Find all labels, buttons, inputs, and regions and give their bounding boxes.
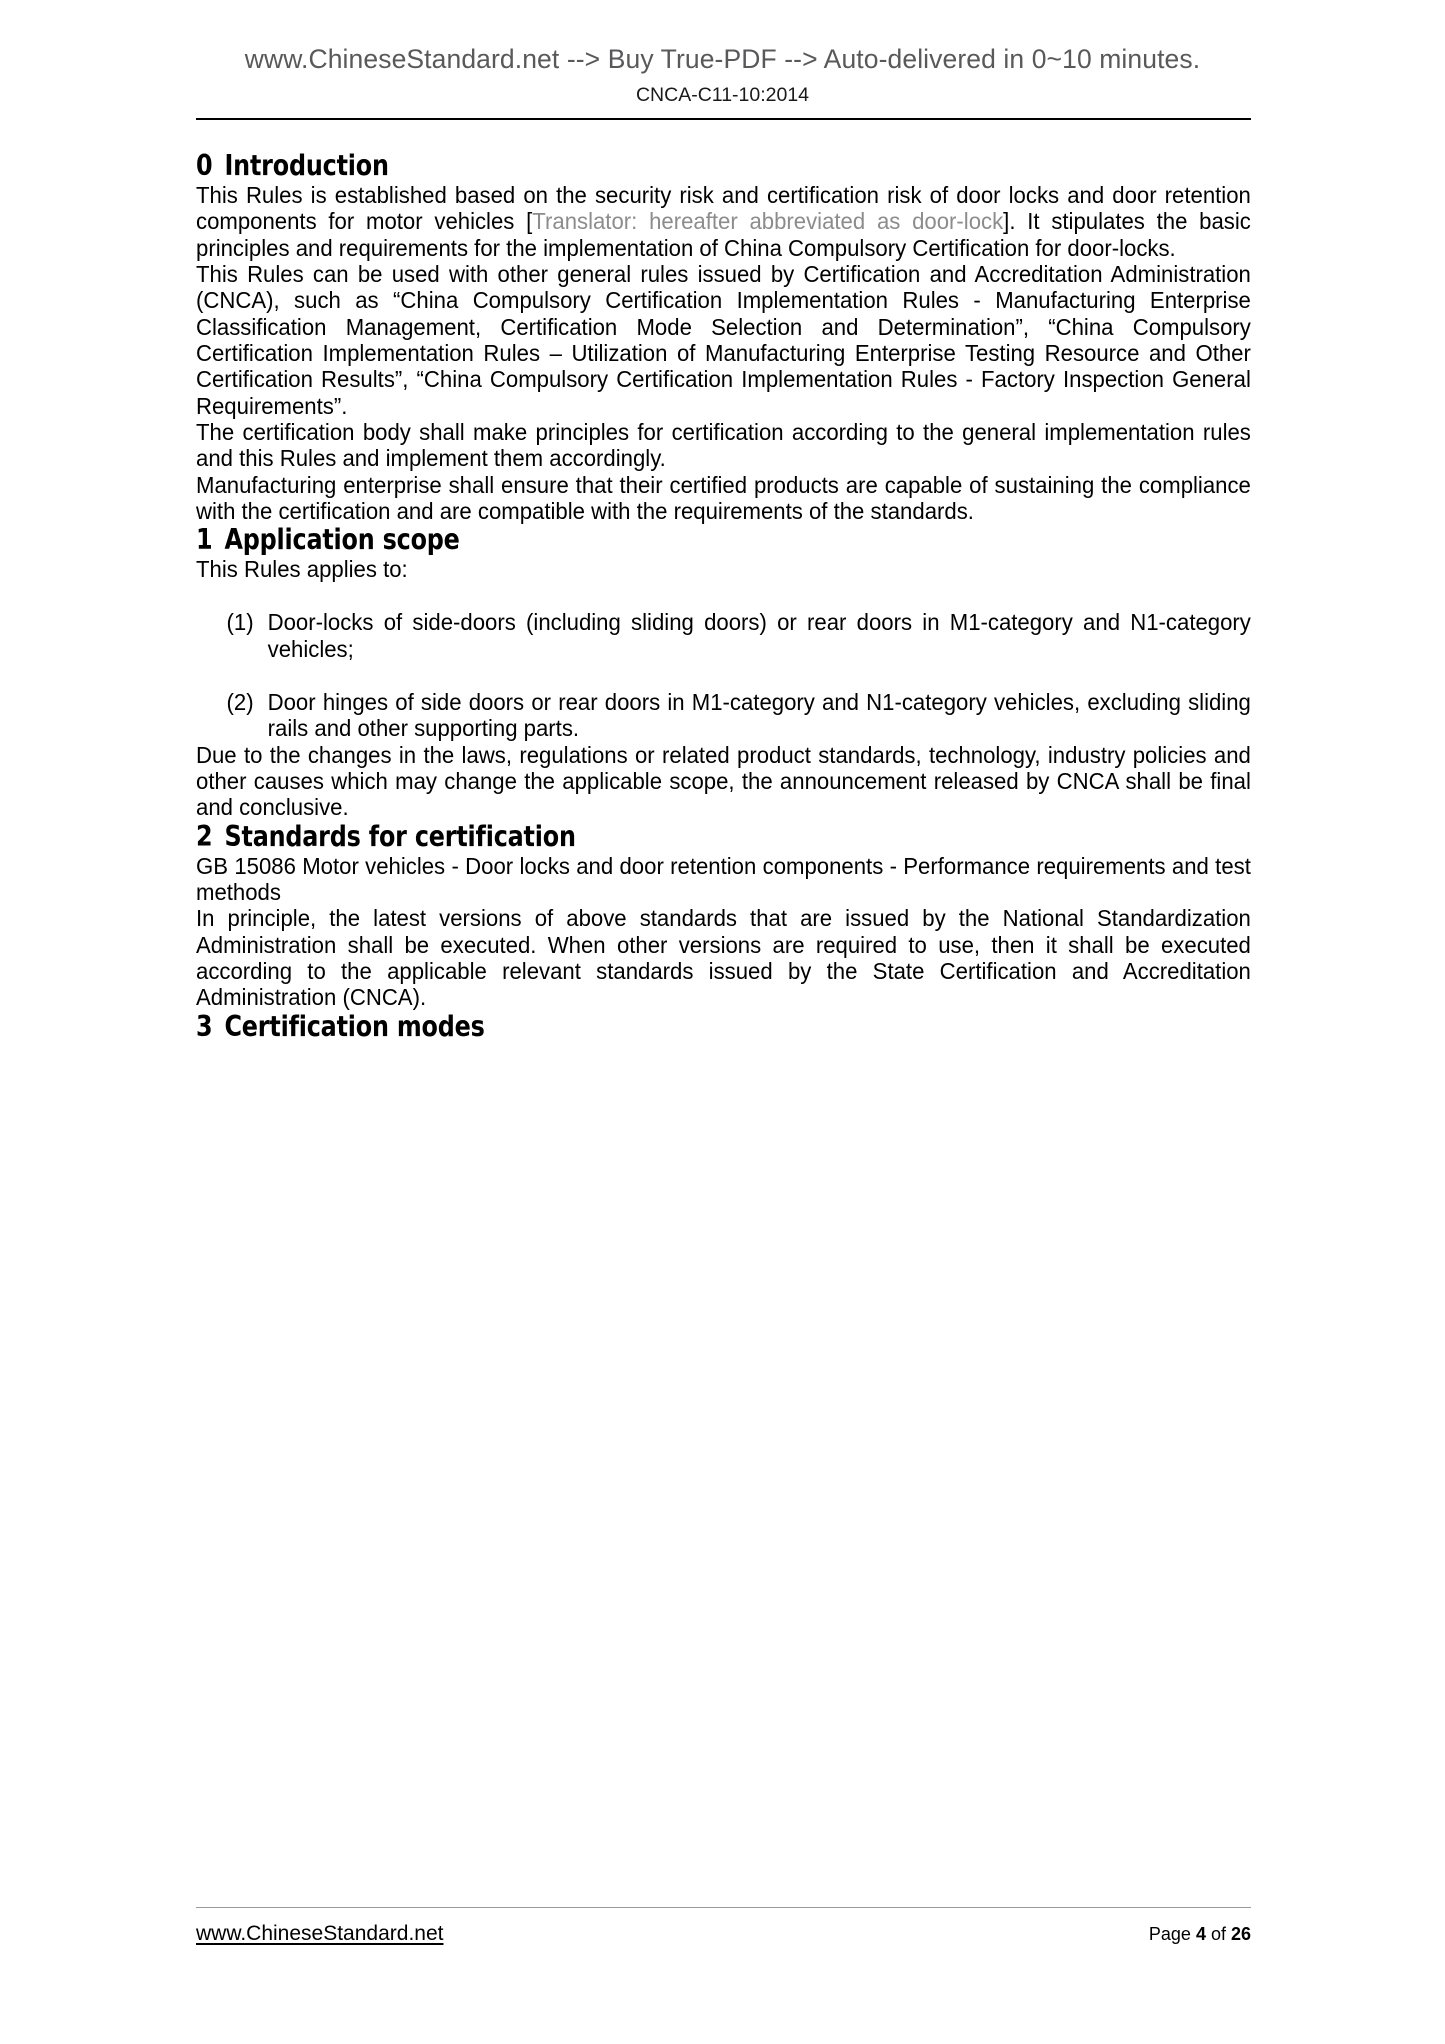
heading-title: Application scope — [224, 523, 460, 557]
footer-divider — [196, 1907, 1251, 1908]
footer-site-link[interactable]: www.ChineseStandard.net — [196, 1922, 444, 1945]
application-scope-list — [196, 609, 1251, 741]
heading-certification-modes — [196, 1011, 1177, 1043]
heading-title: Standards for certification — [224, 819, 576, 853]
paragraph-intro-3: The certification body shall make principles for certification according to the general implementation rules and this Rules and implement them accordingly. — [196, 418, 1251, 472]
header-divider — [196, 118, 1251, 120]
heading-number: 1 — [196, 523, 213, 557]
heading-application-scope — [196, 524, 1177, 556]
run-translator-note: Translator: hereafter abbreviated as door-lock — [532, 208, 1004, 235]
paragraph-scope-after: Due to the changes in the laws, regulations or related product standards, technology, industry policies and other causes which may change the applicable scope, the announcement released by CNCA shall be final and conclusive. — [196, 741, 1251, 821]
heading-title: Introduction — [224, 149, 389, 182]
paragraph-intro-2: This Rules can be used with other general rules issued by Certification and Accreditation Administration (CNCA), such as “China Compulsory Certification Implementation Rules - Manufacturing Enterprise Classification Management, Certification Mode Selection and Determination”, “China Compulsory Certification Implementation Rules – Utilization of Manufacturing Enterprise Testing Resource and Other Certification Results”, “China Compulsory Certification Implementation Rules - Factory Inspection General Requirements”. — [196, 260, 1251, 419]
list-item-text: Door-locks of side-doors (including sliding doors) or rear doors in M1-category and N1-category vehicles; — [267, 609, 1251, 662]
header-promo-line: www.ChineseStandard.net --> Buy True-PDF --> Auto-delivered in 0~10 minutes. — [244, 44, 1201, 74]
paragraph-scope-intro: This Rules applies to: — [196, 556, 408, 583]
list-item-marker: (2) — [226, 689, 254, 716]
run-text: ]. It stipulates the basic principles and requirements for the implementation of China Compulsory Certification for door-locks. — [196, 208, 1251, 261]
heading-title: Certification modes — [224, 1009, 485, 1043]
list-item — [196, 689, 1251, 742]
list-item — [196, 609, 1251, 662]
list-item-text: Door hinges of side doors or rear doors in M1-category and N1-category vehicles, excluding sliding rails and other supporting parts. — [267, 689, 1251, 742]
paragraph-standard-versions: In principle, the latest versions of above standards that are issued by the National Standardization Administration shall be executed. When other versions are required to use, then it shall be executed according to the applicable relevant standards issued by the State Certification and Accreditation Administration (CNCA). — [196, 905, 1251, 1011]
heading-number: 3 — [196, 1009, 213, 1043]
footer-page-current: 4 — [1195, 1924, 1206, 1944]
heading-number: 2 — [196, 819, 213, 853]
paragraph-intro-1 — [196, 182, 1251, 261]
header-document-code: CNCA-C11-10:2014 — [635, 84, 810, 106]
footer-page-number — [1149, 1924, 1251, 1945]
list-item-marker: (1) — [226, 609, 254, 636]
page-header — [0, 0, 1445, 107]
heading-standards-for-certification — [196, 821, 1177, 853]
paragraph-intro-4: Manufacturing enterprise shall ensure that their certified products are capable of sustaining the compliance with the certification and are compatible with the requirements of the standards. — [196, 471, 1251, 524]
page-footer — [196, 1922, 1251, 1946]
paragraph-standard-gb15086: GB 15086 Motor vehicles - Door locks and door retention components - Performance requirements and test methods — [196, 852, 1251, 905]
document-body — [196, 150, 1251, 1042]
footer-page-prefix: Page — [1148, 1924, 1196, 1944]
heading-introduction — [196, 150, 1177, 182]
footer-page-middle: of — [1205, 1924, 1231, 1944]
footer-page-total: 26 — [1230, 1924, 1251, 1944]
heading-number: 0 — [196, 149, 213, 182]
run-text: This Rules is established based on the security risk and certification risk of door locks and door retention components for motor vehicles [ — [196, 181, 1251, 235]
